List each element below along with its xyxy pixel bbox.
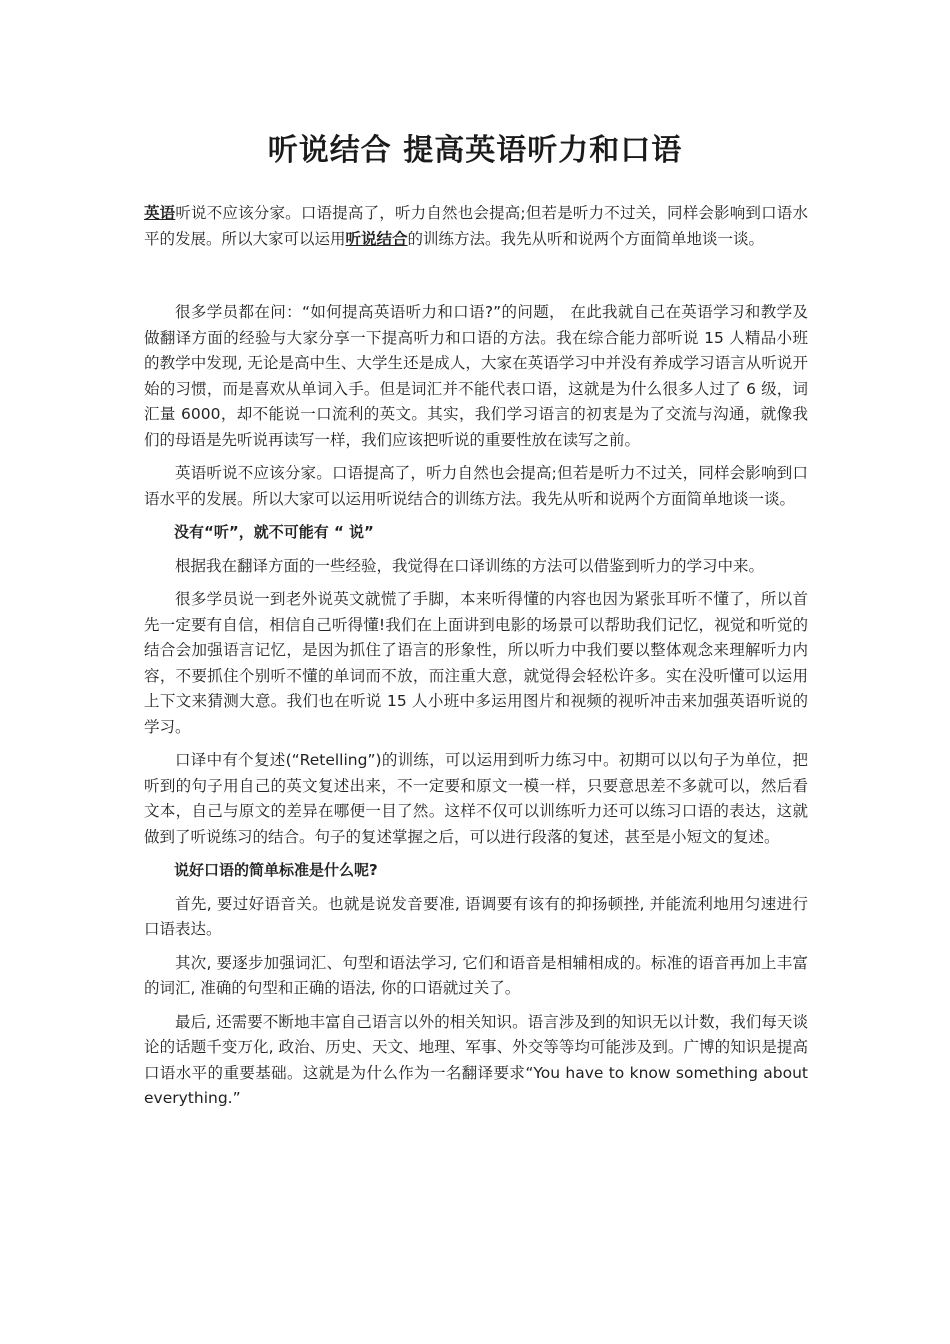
intro-text-1: 听说不应该分家。口语提高了，听力自然也会提高;但若是听力不过关，同样会影响到口语水平的发展。所以大家可以运用 <box>144 204 808 248</box>
paragraph-retelling: 口译中有个复述(“Retelling”)的训练，可以运用到听力练习中。初期可以以句子为单位，把听到的句子用自己的英文复述出来，不一定要和原文一模一样，只要意思差不多就可以，然后看文本，自己与原文的差异在哪便一目了然。这样不仅可以训练听力还可以练习口语的表达，这就做到了听说练习的结合。句子的复述掌握之后，可以进行段落的复述，甚至是小短文的复述。 <box>144 751 808 846</box>
paragraph-listening-speaking: 英语听说不应该分家。口语提高了，听力自然也会提高;但若是听力不过关，同样会影响到口语水平的发展。所以大家可以运用听说结合的训练方法。我先从听和说两个方面简单地谈一谈。 <box>144 464 808 508</box>
paragraph-question: 很多学员都在问：“如何提高英语听力和口语?”的问题， 在此我就自己在英语学习和教学及做翻译方面的经验与大家分享一下提高听力和口语的方法。我在综合能力部听说 15 人精品小班的教学中发现, 无论是高中生、大学生还是成人，大家在英语学习中并没有养成学习语言从听说开始的习惯，而是喜欢从单词入手。但是词汇并不能代表口语，这就是为什么很多人过了 6 级，词汇量 6000，却不能说一口流利的英文。其实，我们学习语言的初衷是为了交流与沟通，就像我们的母语是先听说再读写一样，我们应该把听说的重要性放在读写之前。 <box>144 303 808 449</box>
intro-paragraph <box>144 201 808 252</box>
paragraph-interpreting: 根据我在翻译方面的一些经验，我觉得在口译训练的方法可以借鉴到听力的学习中来。 <box>175 556 765 575</box>
page-title: 听说结合 提高英语听力和口语 <box>267 133 683 168</box>
link-listening-speaking[interactable]: 听说结合 <box>345 229 408 248</box>
intro-text-2: 的训练方法。我先从听和说两个方面简单地谈一谈。 <box>407 229 765 248</box>
paragraph-last: 最后, 还需要不断地丰富自己语言以外的相关知识。语言涉及到的知识无以计数，我们每天谈论的话题千变万化, 政治、历史、天文、地理、军事、外交等等均可能涉及到。广博的知识是提高口语水平的重要基础。这就是为什么作为一名翻译要求“You have to know something about everything.” <box>144 1012 808 1107</box>
section-heading-listening: 没有“听”，就不可能有 “ 说” <box>174 523 374 541</box>
section-heading-speaking: 说好口语的简单标准是什么呢? <box>174 861 378 879</box>
article-body <box>144 201 808 1120</box>
link-english[interactable]: 英语 <box>144 204 176 222</box>
paragraph-first: 首先, 要过好语音关。也就是说发音要准, 语调要有该有的抑扬顿挫, 并能流利地用匀速进行口语表达。 <box>144 894 808 938</box>
paragraph-second: 其次, 要逐步加强词汇、句型和语法学习, 它们和语音是相辅相成的。标准的语音再加上丰富的词汇, 准确的句型和正确的语法, 你的口语就过关了。 <box>144 953 808 997</box>
paragraph-confidence: 很多学员说一到老外说英文就慌了手脚，本来听得懂的内容也因为紧张耳听不懂了，所以首先一定要有自信，相信自己听得懂!我们在上面讲到电影的场景可以帮助我们记忆，视觉和听觉的结合会加强语言记忆，是因为抓住了语言的形象性，所以听力中我们要以整体观念来理解听力内容，不要抓住个别听不懂的单词而不放，而注重大意，就觉得会轻松许多。实在没听懂可以运用上下文来猜测大意。我们也在听说 15 人小班中多运用图片和视频的视听冲击来加强英语听说的学习。 <box>144 590 808 736</box>
